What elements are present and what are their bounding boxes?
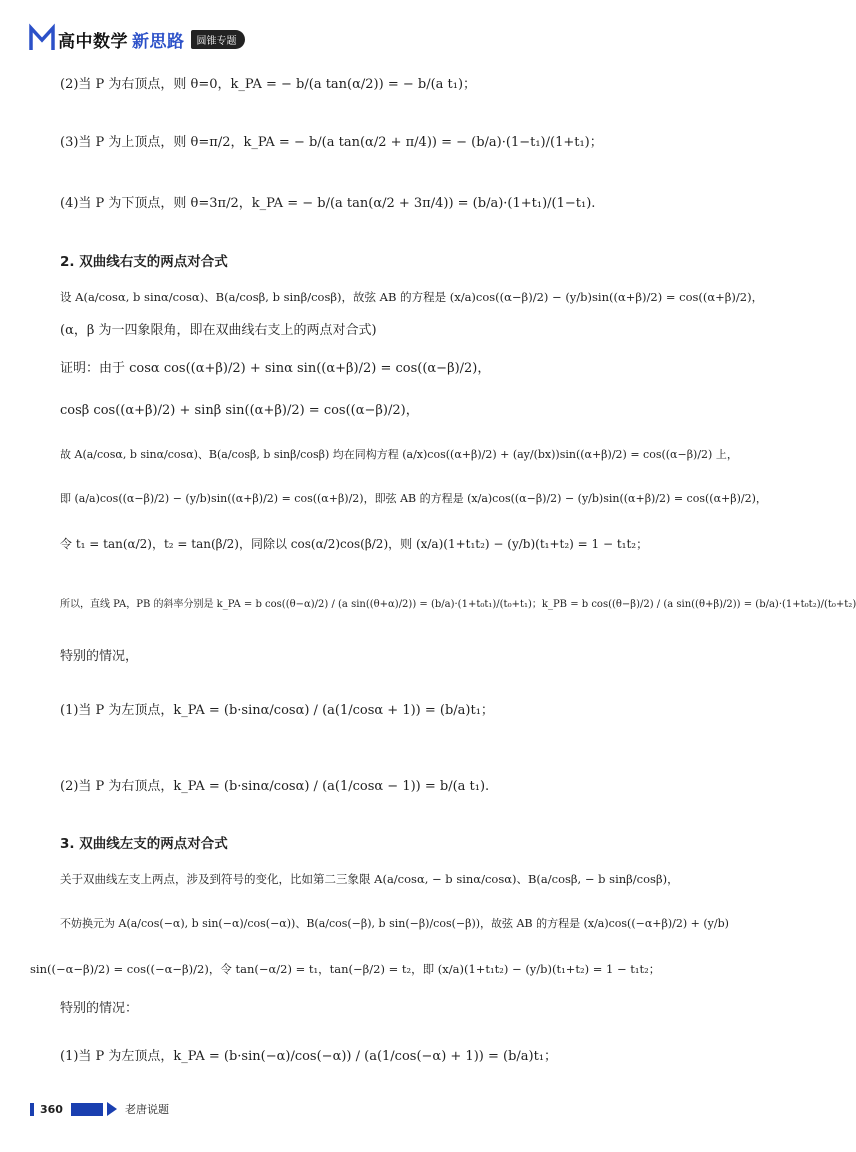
topic-tag: 圆锥专题 <box>191 30 245 49</box>
text-line: 所以，直线 PA，PB 的斜率分别是 k_PA = b cos((θ−α)/2) / (a sin((θ+α)/2)) = (b/a)·(1+t₀t₁)/(t₀+t₁)；k_PB = b cos((θ−β)/2) / (a sin((θ+β)/2)) = (b/a)·(1+t₀t₂)/(t₀+t₂) <box>60 599 856 610</box>
text-line: 特别的情况， <box>60 649 139 664</box>
play-arrow-icon <box>107 1102 117 1116</box>
section-heading: 2. 双曲线右支的两点对合式 <box>60 254 228 270</box>
text-line: 证明：由于 cosα cos((α+β)/2) + sinα sin((α+β)/2) = cos((α−β)/2)， <box>60 361 491 376</box>
text-line: 令 t₁ = tan(α/2)，t₂ = tan(β/2)，同除以 cos(α/2)cos(β/2)，则 (x/a)(1+t₁t₂) − (y/b)(t₁+t₂) = 1 − t₁t₂； <box>60 537 649 551</box>
text-line: 特别的情况： <box>60 1001 139 1016</box>
text-line: 关于双曲线左支上两点，涉及到符号的变化，比如第二三象限 A(a/cosα, − b sinα/cosα)、B(a/cosβ, − b sinβ/cosβ)， <box>60 872 679 886</box>
page-footer <box>30 1097 169 1121</box>
text-line: (2)当 P 为右顶点，k_PA = (b·sinα/cosα) / (a(1/cosα − 1)) = b/(a t₁). <box>60 779 490 794</box>
footer-bar <box>71 1103 103 1116</box>
text-line: (3)当 P 为上顶点，则 θ=π/2，k_PA = − b/(a tan(α/2 + π/4)) = − (b/a)·(1−t₁)/(1+t₁)； <box>60 135 603 150</box>
page-number: 360 <box>30 1103 63 1116</box>
text-line: (4)当 P 为下顶点，则 θ=3π/2，k_PA = − b/(a tan(α/2 + 3π/4)) = (b/a)·(1+t₁)/(1−t₁). <box>60 196 596 211</box>
text-line: cosβ cos((α+β)/2) + sinβ sin((α+β)/2) = cos((α−β)/2)， <box>60 403 419 418</box>
text-line: (2)当 P 为右顶点，则 θ=0，k_PA = − b/(a tan(α/2)) = − b/(a t₁)； <box>60 77 477 92</box>
text-line: 不妨换元为 A(a/cos(−α), b sin(−α)/cos(−α))、B(a/cos(−β), b sin(−β)/cos(−β))，故弦 AB 的方程是 (x/a)cos((−α+β)/2) + (y/b) <box>60 917 729 930</box>
brand-logo-icon <box>30 26 54 52</box>
brand-highlight: 新思路 <box>132 31 185 52</box>
text-line: (1)当 P 为左顶点，k_PA = (b·sin(−α)/cos(−α)) / (a(1/cos(−α) + 1)) = (b/a)t₁； <box>60 1049 558 1064</box>
section-heading: 3. 双曲线左支的两点对合式 <box>60 836 228 852</box>
page-header <box>30 22 245 56</box>
text-line: 设 A(a/cosα, b sinα/cosα)、B(a/cosβ, b sinβ/cosβ)，故弦 AB 的方程是 (x/a)cos((α−β)/2) − (y/b)sin((α+β)/2) = cos((α+β)/2)， <box>60 290 764 304</box>
author-name: 老唐说题 <box>124 1103 169 1116</box>
text-line: 即 (a/a)cos((α−β)/2) − (y/b)sin((α+β)/2) = cos((α+β)/2)，即弦 AB 的方程是 (x/a)cos((α−β)/2) − (y/b)sin((α+β)/2) = cos((α+β)/2)， <box>60 492 767 505</box>
text-line: (1)当 P 为左顶点，k_PA = (b·sinα/cosα) / (a(1/cosα + 1)) = (b/a)t₁； <box>60 703 494 718</box>
text-line: 故 A(a/cosα, b sinα/cosα)、B(a/cosβ, b sinβ/cosβ) 均在同构方程 (a/x)cos((α+β)/2) + (ay/(bx))sin((α+β)/2) = cos((α−β)/2) 上， <box>60 448 738 461</box>
text-line: sin((−α−β)/2) = cos((−α−β)/2)，令 tan(−α/2) = t₁，tan(−β/2) = t₂，即 (x/a)(1+t₁t₂) − (y/b)(t₁+t₂) = 1 − t₁t₂； <box>30 962 661 976</box>
text-line: (α，β 为一四象限角，即在双曲线右支上的两点对合式) <box>60 323 377 338</box>
brand-title: 高中数学 <box>58 31 128 52</box>
